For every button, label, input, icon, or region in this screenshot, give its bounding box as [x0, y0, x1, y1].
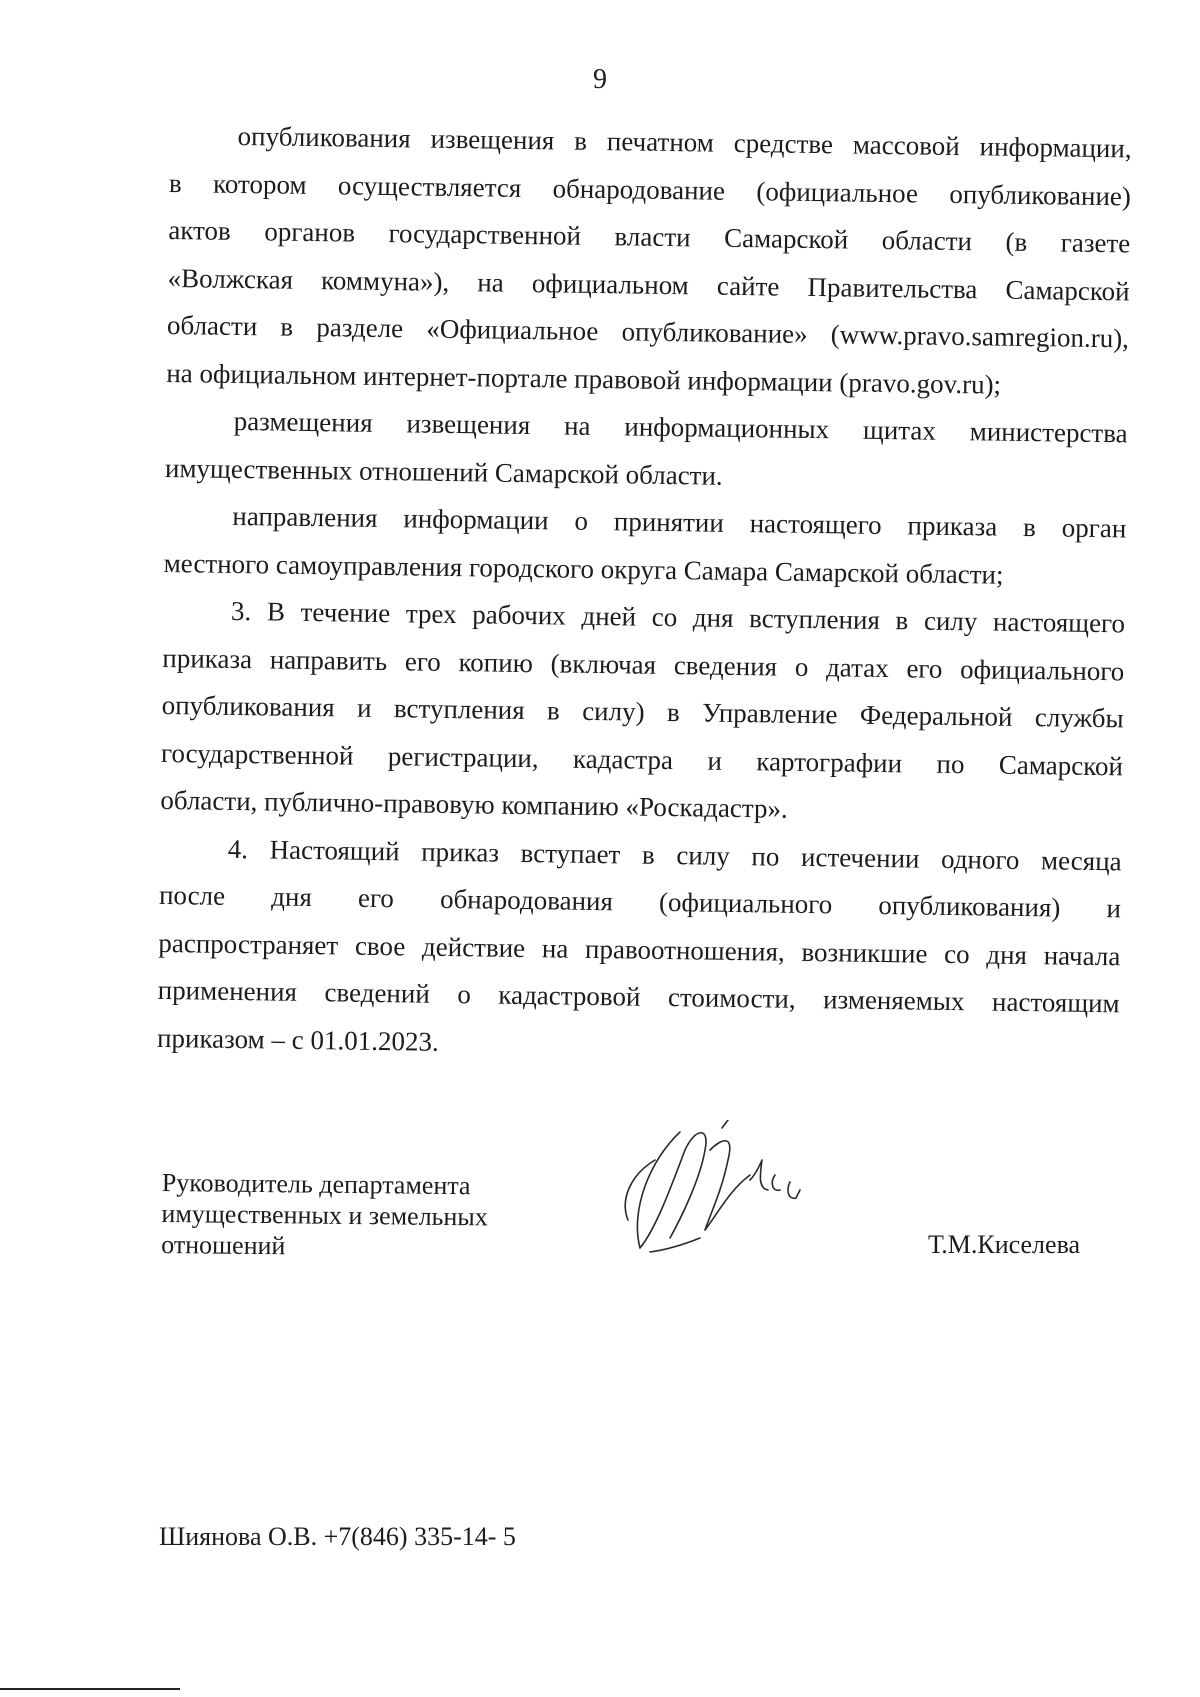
text-line: размещения извещения на информационных щитах министерства — [233, 405, 1128, 449]
text-line: 4. Настоящий приказ вступает в силу по истечении одного месяца — [227, 833, 1122, 876]
text-line: «Волжская коммуна»), на официальном сайте Правительства Самарской — [167, 262, 1130, 306]
paragraph-item-3 — [160, 587, 1125, 838]
text-line: опубликования и вступления в силу) в Управление Федеральной службы — [161, 689, 1124, 734]
signatory-title-line: имущественных и земельных — [161, 1198, 489, 1232]
text-line: после дня его обнародования (официального опубликования) и — [158, 879, 1122, 924]
document-body — [157, 112, 1132, 1075]
contact-info: Шиянова О.В. +7(846) 335-14- 5 — [159, 1522, 516, 1551]
text-line: применения сведений о кадастровой стоимости, изменяемых настоящим — [157, 974, 1120, 1019]
signatory-title — [161, 1167, 488, 1263]
text-line: государственной регистрации, кадастра и картографии по Самарской — [160, 737, 1124, 781]
signatory-title-line: отношений — [161, 1229, 286, 1261]
footer-divider — [0, 1688, 180, 1690]
text-line: имущественных отношений Самарской области. — [164, 452, 723, 491]
paragraph-placement — [165, 397, 1128, 505]
text-line: опубликования извещения в печатном средстве массовой информации, — [237, 120, 1132, 164]
paragraph-publication — [166, 112, 1132, 410]
signer-name: Т.М.Киселева — [928, 1230, 1081, 1259]
text-line: на официальном интернет-портале правовой информации (pravo.gov.ru); — [166, 357, 1002, 400]
page-number: 9 — [593, 64, 607, 95]
text-line: актов органов государственной власти Самарской области (в газете — [168, 214, 1131, 259]
text-line: 3. В течение трех рабочих дней со дня вступления в силу настоящего — [230, 595, 1126, 639]
signatory-title-line: Руководитель департамента — [161, 1168, 471, 1201]
text-line: в котором осуществляется обнародование (официальное опубликование) — [168, 167, 1132, 211]
paragraph-item-4 — [157, 824, 1122, 1075]
text-line: области, публично-правовую компанию «Роскадастр». — [160, 784, 788, 824]
text-line: приказа направить его копию (включая сведения о датах его официального — [162, 642, 1125, 686]
handwritten-signature — [610, 1120, 830, 1260]
text-line: местного самоуправления городского округа Самара Самарской области; — [163, 547, 1004, 590]
paragraph-notification — [163, 492, 1126, 600]
text-line: направления информации о принятии настоящего приказа в орган — [232, 500, 1127, 544]
text-line: распространяет свое действие на правоотношения, возникшие со дня начала — [158, 927, 1121, 971]
text-line: области в разделе «Официальное опубликование» (www.pravo.samregion.ru), — [166, 309, 1130, 354]
text-line: приказом – с 01.01.2023. — [156, 1022, 439, 1057]
